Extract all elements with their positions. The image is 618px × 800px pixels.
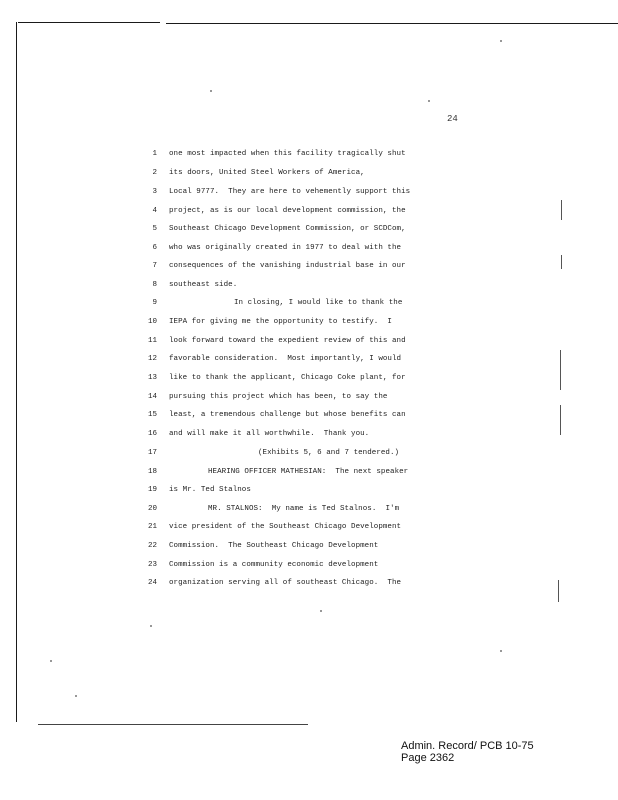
transcript-line — [0, 486, 618, 500]
transcript-line — [0, 430, 618, 444]
transcript-line — [0, 449, 618, 463]
line-text: favorable consideration. Most importantly, I would — [169, 355, 402, 363]
line-text: consequences of the vanishing industrial base in our — [169, 262, 406, 270]
line-number: 1 — [152, 150, 157, 158]
line-number: 18 — [147, 468, 157, 476]
line-number: 5 — [152, 225, 157, 233]
line-text: is Mr. Ted Stalnos — [169, 486, 251, 494]
line-number: 14 — [147, 393, 157, 401]
transcript-line — [0, 281, 618, 295]
line-number: 21 — [147, 523, 157, 531]
line-number: 22 — [147, 542, 157, 550]
line-number: 10 — [147, 318, 157, 326]
line-text: project, as is our local development commission, the — [169, 207, 406, 215]
transcript-line — [0, 318, 618, 332]
transcript-line — [0, 561, 618, 575]
line-text: Commission is a community economic development — [169, 561, 379, 569]
line-text: vice president of the Southeast Chicago Development — [169, 523, 402, 531]
line-number: 12 — [147, 355, 157, 363]
line-number: 24 — [147, 579, 157, 587]
line-text: In closing, I would like to thank the — [234, 299, 403, 307]
line-text: least, a tremendous challenge but whose benefits can — [169, 411, 406, 419]
line-text: like to thank the applicant, Chicago Coke plant, for — [169, 374, 406, 382]
transcript-line — [0, 337, 618, 351]
transcript-line — [0, 262, 618, 276]
line-number: 16 — [147, 430, 157, 438]
transcript-line — [0, 393, 618, 407]
transcript-line — [0, 542, 618, 556]
transcript-line — [0, 299, 618, 313]
line-text: pursuing this project which has been, to say the — [169, 393, 388, 401]
line-text: its doors, United Steel Workers of America, — [169, 169, 365, 177]
line-number: 3 — [152, 188, 157, 196]
line-text: Southeast Chicago Development Commission, or SCDCom, — [169, 225, 406, 233]
line-number: 7 — [152, 262, 157, 270]
line-number: 20 — [147, 505, 157, 513]
line-text: and will make it all worthwhile. Thank you. — [169, 430, 370, 438]
line-number: 9 — [152, 299, 157, 307]
line-text: HEARING OFFICER MATHESIAN: The next speaker — [208, 468, 409, 476]
admin-record-stamp — [401, 740, 534, 764]
transcript-line — [0, 505, 618, 519]
line-number: 11 — [147, 337, 157, 345]
line-number: 23 — [147, 561, 157, 569]
line-number: 19 — [147, 486, 157, 494]
transcript-line — [0, 150, 618, 164]
line-text: organization serving all of southeast Chicago. The — [169, 579, 402, 587]
page-number: 24 — [447, 114, 458, 124]
stamp-page-line: Page 2362 — [401, 752, 455, 764]
line-text: MR. STALNOS: My name is Ted Stalnos. I'm — [208, 505, 400, 513]
line-text: (Exhibits 5, 6 and 7 tendered.) — [258, 449, 400, 457]
line-number: 2 — [152, 169, 157, 177]
line-text: who was originally created in 1977 to deal with the — [169, 244, 402, 252]
line-number: 15 — [147, 411, 157, 419]
transcript-line — [0, 579, 618, 593]
line-text: Local 9777. They are here to vehemently support this — [169, 188, 411, 196]
transcript-line — [0, 225, 618, 239]
transcript-line — [0, 188, 618, 202]
line-number: 8 — [152, 281, 157, 289]
line-text: southeast side. — [169, 281, 238, 289]
transcript-line — [0, 207, 618, 221]
line-text: IEPA for giving me the opportunity to testify. I — [169, 318, 392, 326]
transcript-line — [0, 523, 618, 537]
line-text: look forward toward the expedient review of this and — [169, 337, 406, 345]
transcript-line — [0, 244, 618, 258]
transcript-line — [0, 169, 618, 183]
line-number: 4 — [152, 207, 157, 215]
stamp-record-line: Admin. Record/ PCB 10-75 — [401, 740, 534, 752]
transcript-line — [0, 374, 618, 388]
line-text: one most impacted when this facility tragically shut — [169, 150, 406, 158]
line-text: Commission. The Southeast Chicago Development — [169, 542, 379, 550]
transcript-line — [0, 411, 618, 425]
line-number: 13 — [147, 374, 157, 382]
line-number: 17 — [147, 449, 157, 457]
transcript-line — [0, 355, 618, 369]
transcript-line — [0, 468, 618, 482]
line-number: 6 — [152, 244, 157, 252]
